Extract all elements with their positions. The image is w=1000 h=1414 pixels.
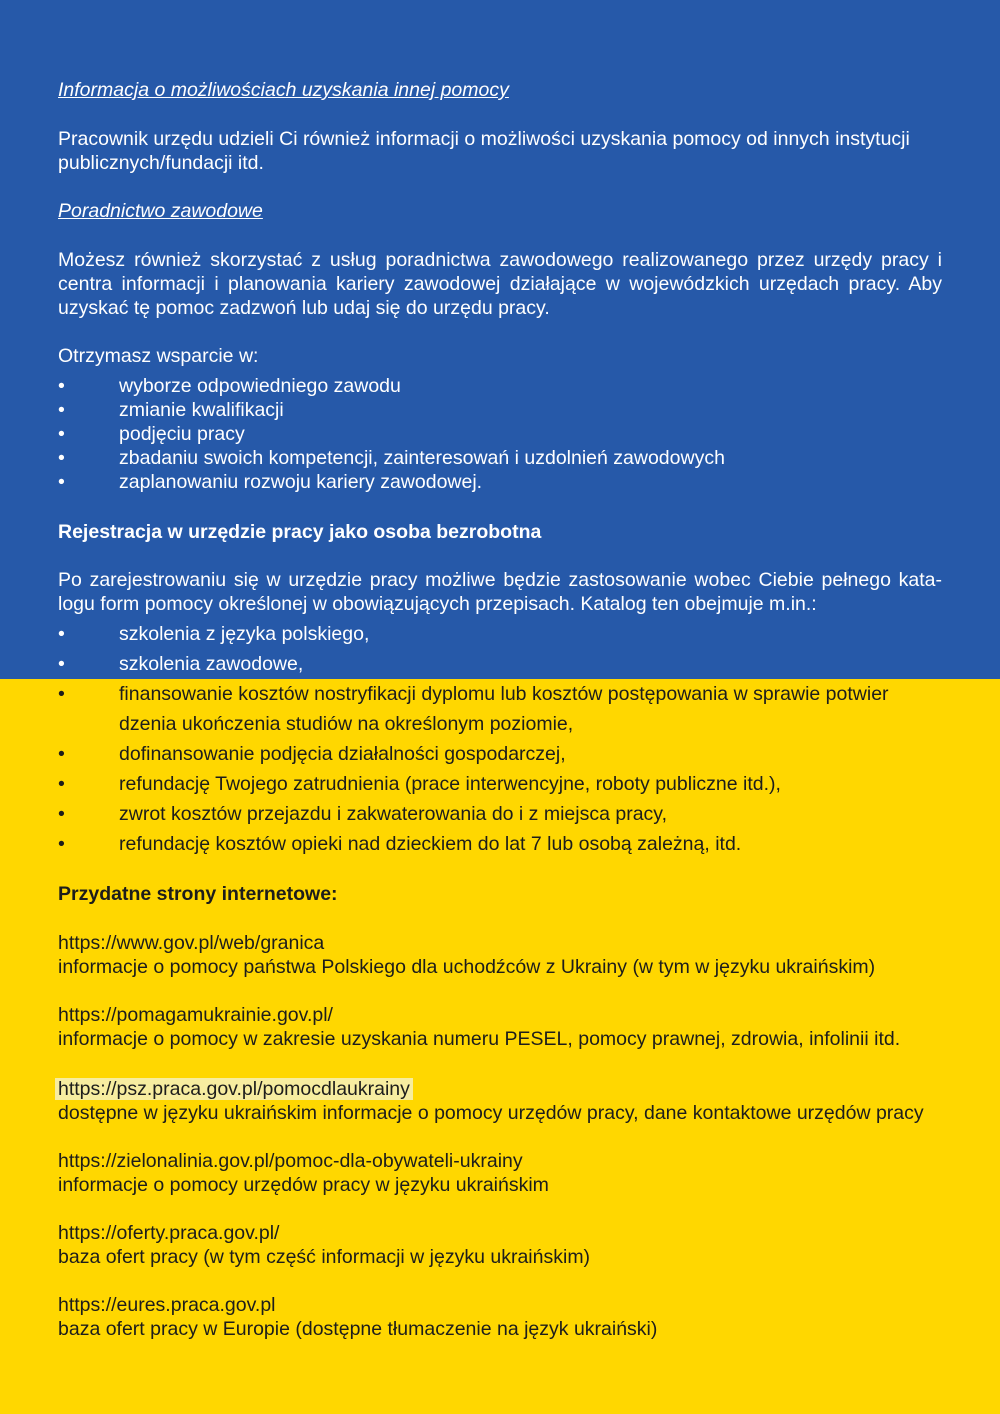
other-help-title: Informacja o możliwościach uzyskania innej pomocy	[58, 79, 509, 101]
link-block	[58, 1003, 978, 1051]
link-description: informacje o pomocy państwa Polskiego dla uchodźców z Ukrainy (w tym w języku ukraińskim)	[58, 956, 876, 978]
link-url[interactable]: https://oferty.praca.gov.pl/	[58, 1222, 280, 1244]
list-item: • zbadaniu swoich kompetencji, zainteresowań i uzdolnień zawodowych	[58, 447, 725, 469]
link-block	[58, 1293, 942, 1341]
link-block	[58, 1149, 942, 1197]
link-description: dostępne w języku ukraińskim informacje o pomocy urzędów pracy, dane kontaktowe urzędów pracy	[58, 1102, 924, 1124]
bullet: •	[58, 773, 65, 795]
list-item: • szkolenia zawodowe,	[58, 649, 958, 679]
link-description: baza ofert pracy (w tym część informacji w języku ukraińskim)	[58, 1246, 591, 1268]
link-url[interactable]: https://eures.praca.gov.pl	[58, 1294, 276, 1316]
support-intro: Otrzymasz wsparcie w:	[58, 345, 259, 367]
bullet: •	[58, 743, 65, 765]
bullet: •	[58, 833, 65, 855]
list-item: • szkolenia z języka polskiego,	[58, 619, 958, 649]
list-item: • zwrot kosztów przejazdu i zakwaterowania do i z miejsca pracy,	[58, 799, 958, 829]
link-block	[58, 931, 942, 979]
link-block	[58, 1077, 988, 1125]
registration-list	[58, 619, 958, 859]
bullet: •	[58, 683, 65, 705]
list-item: • refundację Twojego zatrudnienia (prace interwencyjne, roboty publiczne itd.),	[58, 769, 958, 799]
link-description: informacje o pomocy w zakresie uzyskania numeru PESEL, pomocy prawnej, zdrowia, infolinii itd.	[58, 1028, 901, 1050]
link-url[interactable]: https://www.gov.pl/web/granica	[58, 932, 325, 954]
list-item: • finansowanie kosztów nostryfikacji dyplomu lub kosztów postępowania w sprawie potwier dzenia ukończenia studiów na określonym poziomie,	[58, 679, 958, 739]
bullet: •	[58, 375, 65, 397]
link-url[interactable]: https://psz.praca.gov.pl/pomocdlaukrainy	[55, 1078, 413, 1100]
registration-heading: Rejestracja w urzędzie pracy jako osoba bezrobotna	[58, 521, 542, 543]
bullet: •	[58, 653, 65, 675]
link-description: baza ofert pracy w Europie (dostępne tłumaczenie na język ukraiński)	[58, 1318, 658, 1340]
link-description: informacje o pomocy urzędów pracy w języku ukraińskim	[58, 1174, 549, 1196]
list-item: • zmianie kwalifikacji	[58, 399, 284, 421]
list-item: • podjęciu pracy	[58, 423, 245, 445]
list-item: • refundację kosztów opieki nad dzieckiem do lat 7 lub osobą zależną, itd.	[58, 829, 958, 859]
link-block	[58, 1221, 942, 1269]
list-item: • zaplanowaniu rozwoju kariery zawodowej.	[58, 471, 483, 493]
other-help-body: Pracownik urzędu udzieli Ci również informacji o możliwości uzyskania pomocy od innych instytucji publicznych/fundacji itd.	[58, 128, 910, 174]
useful-sites-heading: Przydatne strony internetowe:	[58, 883, 338, 905]
career-counseling-title: Poradnictwo zawodowe	[58, 200, 263, 222]
registration-body: Po zarejestrowaniu się w urzędzie pracy możliwe będzie zastosowanie wobec Ciebie pełnego kata-logu form pomocy określonej w obowiązujących przepisach. Katalog ten obejmuje m.in.:	[58, 569, 942, 615]
list-item: • wyborze odpowiedniego zawodu	[58, 375, 401, 397]
bullet: •	[58, 471, 65, 493]
bullet: •	[58, 399, 65, 421]
bullet: •	[58, 447, 65, 469]
career-counseling-body: Możesz również skorzystać z usług poradnictwa zawodowego realizowanego przez urzędy pracy i centra informacji i planowania kariery zawodowej działające w wojewódzkich urzędach pracy. Aby uzyskać tę pomoc zadzwoń lub udaj się do urzędu pracy.	[58, 249, 942, 319]
link-url[interactable]: https://zielonalinia.gov.pl/pomoc-dla-obywateli-ukrainy	[58, 1150, 523, 1172]
bullet: •	[58, 803, 65, 825]
support-list	[58, 374, 958, 494]
list-item: • dofinansowanie podjęcia działalności gospodarczej,	[58, 739, 958, 769]
bullet: •	[58, 623, 65, 645]
bullet: •	[58, 423, 65, 445]
link-url[interactable]: https://pomagamukrainie.gov.pl/	[58, 1004, 333, 1026]
